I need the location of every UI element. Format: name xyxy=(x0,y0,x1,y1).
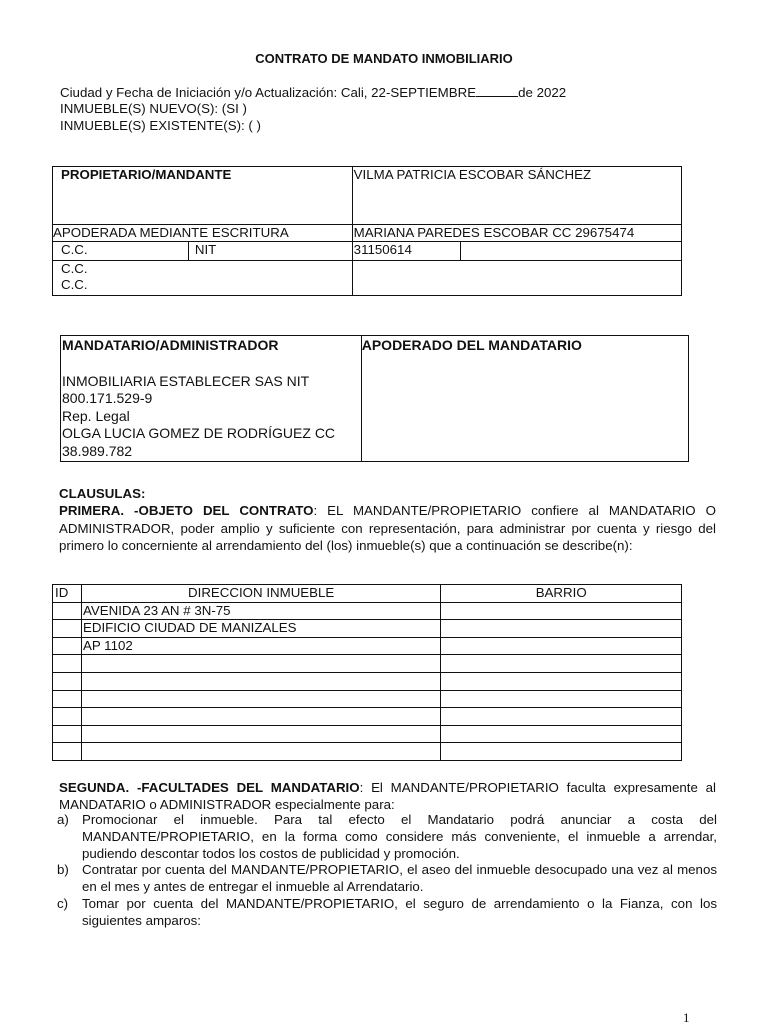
property-header-cell: BARRIO xyxy=(441,585,682,603)
empty-cell xyxy=(460,242,681,261)
nit-label: NIT xyxy=(188,242,352,261)
new-property-line: INMUEBLE(S) NUEVO(S): (SI ) xyxy=(60,101,247,116)
table-row xyxy=(53,725,682,743)
table-row xyxy=(53,743,682,761)
cc-cell xyxy=(53,261,353,296)
property-header-cell: DIRECCION INMUEBLE xyxy=(81,585,440,603)
table-row xyxy=(53,637,682,655)
property-cell xyxy=(53,602,82,620)
property-cell xyxy=(441,690,682,708)
property-cell xyxy=(81,655,440,673)
document-title: CONTRATO DE MANDATO INMOBILIARIO xyxy=(255,51,513,66)
property-cell xyxy=(81,725,440,743)
table-row xyxy=(53,655,682,673)
agent-line-1: INMOBILIARIA ESTABLECER SAS NIT xyxy=(62,372,310,389)
property-cell xyxy=(81,672,440,690)
city-date-prefix: Ciudad y Fecha de Iniciación y/o Actualización: Cali, 22-SEPTIEMBRE xyxy=(60,85,477,100)
list-item-label: b) xyxy=(57,862,69,878)
cc-label-2: C.C. xyxy=(61,261,88,276)
agent-heading: MANDATARIO/ADMINISTRADOR xyxy=(62,337,279,353)
cc-label: C.C. xyxy=(53,242,189,261)
list-item xyxy=(57,812,717,862)
property-header-cell: ID xyxy=(53,585,82,603)
property-cell xyxy=(53,708,82,726)
empty-cell xyxy=(352,261,681,296)
proxy-value: MARIANA PAREDES ESCOBAR CC 29675474 xyxy=(352,225,681,242)
clause-1 xyxy=(59,502,716,554)
agent-line-2: 800.171.529-9 xyxy=(62,390,153,406)
list-item-text: Contratar por cuenta del MANDANTE/PROPIETARIO, el aseo del inmueble desocupado una vez al menos en el mes y antes de entregar el inmueble al Arrendatario. xyxy=(82,862,717,895)
property-cell xyxy=(81,743,440,761)
table-row xyxy=(53,620,682,638)
clause-2-text: : El MANDANTE/PROPIETARIO faculta expresamente al MANDATARIO o ADMINISTRADOR especialmente para: xyxy=(59,780,716,813)
agent-line-3: Rep. Legal xyxy=(62,407,130,424)
list-item-text: Promocionar el inmueble. Para tal efecto el Mandatario podrá anunciar a costa del MANDANTE/PROPIETARIO, en la forma como considere más conveniente, el inmueble a arrendar, pudiendo descontar todos los costos de publicidad y promoción. xyxy=(82,812,717,861)
property-cell xyxy=(53,743,82,761)
city-date-line xyxy=(60,85,566,100)
date-blank xyxy=(476,85,518,97)
property-cell xyxy=(53,672,82,690)
property-cell xyxy=(441,725,682,743)
table-row xyxy=(53,602,682,620)
property-cell xyxy=(53,725,82,743)
property-cell xyxy=(441,708,682,726)
clause-2 xyxy=(59,779,716,814)
property-cell xyxy=(441,743,682,761)
id-number: 31150614 xyxy=(352,242,460,261)
list-item-label: a) xyxy=(57,812,69,827)
table-row xyxy=(53,672,682,690)
page-number: 1 xyxy=(683,1010,690,1025)
agent-table xyxy=(60,335,689,462)
property-table xyxy=(52,584,682,761)
owner-table xyxy=(52,166,682,296)
proxy-label: APODERADA MEDIANTE ESCRITURA xyxy=(53,225,353,242)
property-cell: AP 1102 xyxy=(81,637,440,655)
list-item xyxy=(57,862,717,896)
table-row xyxy=(53,690,682,708)
property-cell xyxy=(53,690,82,708)
property-cell xyxy=(81,690,440,708)
clause-2-heading: SEGUNDA. -FACULTADES DEL MANDATARIO xyxy=(59,780,360,795)
agent-cell xyxy=(61,336,362,462)
property-cell xyxy=(441,602,682,620)
property-table-header xyxy=(53,585,682,603)
table-row xyxy=(53,708,682,726)
city-date-suffix: de 2022 xyxy=(518,85,567,100)
property-cell xyxy=(441,620,682,638)
existing-property-line: INMUEBLE(S) EXISTENTE(S): ( ) xyxy=(60,118,261,133)
property-cell xyxy=(53,655,82,673)
clauses-heading: CLAUSULAS: xyxy=(59,486,146,501)
owner-label: PROPIETARIO/MANDANTE xyxy=(53,167,353,225)
property-cell xyxy=(441,655,682,673)
list-item-label: c) xyxy=(57,895,69,911)
agent-line-5: 38.989.782 xyxy=(62,442,133,459)
cc-label-3: C.C. xyxy=(61,277,88,292)
property-cell xyxy=(53,620,82,638)
property-cell xyxy=(53,637,82,655)
attorney-heading: APODERADO DEL MANDATARIO xyxy=(361,336,688,462)
property-cell xyxy=(441,672,682,690)
property-cell xyxy=(441,637,682,655)
clause-1-heading: PRIMERA. -OBJETO DEL CONTRATO xyxy=(59,503,314,519)
property-cell xyxy=(81,708,440,726)
clauses-section xyxy=(59,485,716,554)
property-cell: EDIFICIO CIUDAD DE MANIZALES xyxy=(81,620,440,638)
list-item-text: Tomar por cuenta del MANDANTE/PROPIETARIO, el seguro de arrendamiento o la Fianza, con los siguientes amparos: xyxy=(82,895,717,928)
clause-1-text: : EL MANDANTE/PROPIETARIO confiere al MANDATARIO O ADMINISTRADOR, poder amplio y suficiente con representación, para administrar por cuenta y riesgo del primero lo concerniente al arrendamiento del (los) inmueble(s) que a continuación se describe(n): xyxy=(59,503,716,553)
list-item xyxy=(57,896,717,930)
owner-name: VILMA PATRICIA ESCOBAR SÁNCHEZ xyxy=(352,167,681,225)
clause-2-items xyxy=(57,812,717,930)
property-cell: AVENIDA 23 AN # 3N-75 xyxy=(81,602,440,620)
agent-line-4: OLGA LUCIA GOMEZ DE RODRÍGUEZ CC xyxy=(62,425,336,441)
